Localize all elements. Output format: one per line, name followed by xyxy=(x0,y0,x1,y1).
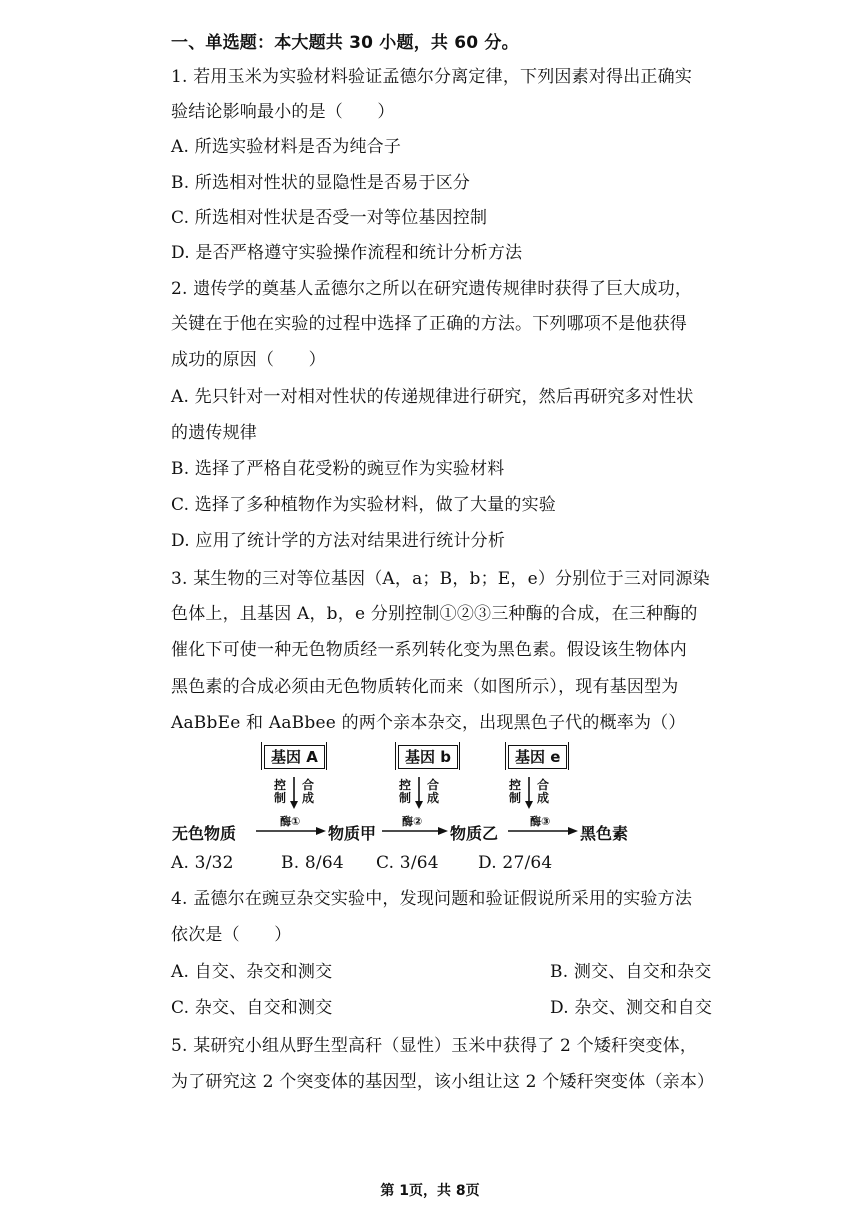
q2-option-a-line1: A. 先只针对一对相对性状的传递规律进行研究，然后再研究多对性状 xyxy=(171,387,694,407)
section-title: 一、单选题：本大题共 30 小题，共 60 分。 xyxy=(171,33,519,53)
synth-label-1: 合 成 xyxy=(301,778,314,805)
q4-option-c: C. 杂交、自交和测交 xyxy=(171,998,333,1018)
q1-option-c: C. 所选相对性状是否受一对等位基因控制 xyxy=(171,208,488,228)
q2-option-d: D. 应用了统计学的方法对结果进行统计分析 xyxy=(171,531,506,551)
synth-label-3: 合 成 xyxy=(536,778,549,805)
q2-stem-line3: 成功的原因（ ） xyxy=(171,350,326,370)
melanin: 黑色素 xyxy=(580,824,629,843)
q4-option-row1 xyxy=(171,959,760,985)
enzyme-2-label: 酶② xyxy=(402,815,423,828)
synth-label-2: 合 成 xyxy=(426,778,439,805)
q5-stem-line2: 为了研究这 2 个突变体的基因型，该小组让这 2 个矮秆突变体（亲本） xyxy=(171,1072,715,1092)
enzyme-3-label: 酶③ xyxy=(530,815,551,828)
q1-stem-line2: 验结论影响最小的是（ ） xyxy=(171,102,395,122)
q3-stem-line2: 色体上，且基因 A，b，e 分别控制①②③三种酶的合成，在三种酶的 xyxy=(171,604,698,624)
q1-option-d: D. 是否严格遵守实验操作流程和统计分析方法 xyxy=(171,243,523,263)
q4-stem-line1: 4. 孟德尔在豌豆杂交实验中，发现问题和验证假说所采用的实验方法 xyxy=(171,889,693,909)
q5-stem-line1: 5. 某研究小组从野生型高秆（显性）玉米中获得了 2 个矮秆突变体， xyxy=(171,1036,698,1056)
q2-stem-line1: 2. 遗传学的奠基人孟德尔之所以在研究遗传规律时获得了巨大成功， xyxy=(171,279,693,299)
down-arrow-icon xyxy=(414,777,424,809)
enzyme-1-label: 酶① xyxy=(280,815,301,828)
gene-a-box: 基因 A xyxy=(264,745,325,769)
q4-option-a: A. 自交、杂交和测交 xyxy=(171,962,333,982)
gene-e-box: 基因 e xyxy=(508,745,567,769)
substance-yi: 物质乙 xyxy=(450,824,499,843)
q3-options xyxy=(171,850,760,876)
q1-stem-line1: 1. 若用玉米为实验材料验证孟德尔分离定律，下列因素对得出正确实 xyxy=(171,67,693,87)
right-arrow-icon xyxy=(256,817,326,839)
gene-b-box: 基因 b xyxy=(398,745,458,769)
q2-option-b: B. 选择了严格自花受粉的豌豆作为实验材料 xyxy=(171,459,505,479)
control-label-3: 控 制 xyxy=(508,778,521,805)
control-label-2: 控 制 xyxy=(398,778,411,805)
q2-option-c: C. 选择了多种植物作为实验材料，做了大量的实验 xyxy=(171,495,557,515)
pathway-diagram xyxy=(168,745,668,845)
right-arrow-icon xyxy=(382,817,448,839)
q3-option-b: B. 8/64 xyxy=(281,853,344,873)
q3-stem-line5: AaBbEe 和 AaBbee 的两个亲本杂交，出现黑色子代的概率为（） xyxy=(171,713,686,733)
q4-option-row2 xyxy=(171,995,760,1021)
q3-stem-line1: 3. 某生物的三对等位基因（A，a；B，b；E，e）分别位于三对同源染 xyxy=(171,569,710,589)
q4-option-d: D. 杂交、测交和自交 xyxy=(550,998,713,1018)
down-arrow-icon xyxy=(524,777,534,809)
right-arrow-icon xyxy=(508,817,578,839)
q1-option-b: B. 所选相对性状的显隐性是否易于区分 xyxy=(171,173,471,193)
colorless-substance: 无色物质 xyxy=(172,824,237,843)
down-arrow-icon xyxy=(289,777,299,809)
q3-option-c: C. 3/64 xyxy=(376,853,439,873)
q4-stem-line2: 依次是（ ） xyxy=(171,925,292,945)
q3-option-d: D. 27/64 xyxy=(478,853,553,873)
q4-option-b: B. 测交、自交和杂交 xyxy=(550,962,712,982)
q1-option-a: A. 所选实验材料是否为纯合子 xyxy=(171,137,402,157)
page-footer: 第 1页，共 8页 xyxy=(380,1183,480,1199)
q3-stem-line4: 黑色素的合成必须由无色物质转化而来（如图所示），现有基因型为 xyxy=(171,677,679,697)
q2-stem-line2: 关键在于他在实验的过程中选择了正确的方法。下列哪项不是他获得 xyxy=(171,314,687,334)
q2-option-a-line2: 的遗传规律 xyxy=(171,423,257,443)
q3-option-a: A. 3/32 xyxy=(171,853,234,873)
q3-stem-line3: 催化下可使一种无色物质经一系列转化变为黑色素。假设该生物体内 xyxy=(171,640,687,660)
substance-jia: 物质甲 xyxy=(328,824,377,843)
control-label-1: 控 制 xyxy=(273,778,286,805)
